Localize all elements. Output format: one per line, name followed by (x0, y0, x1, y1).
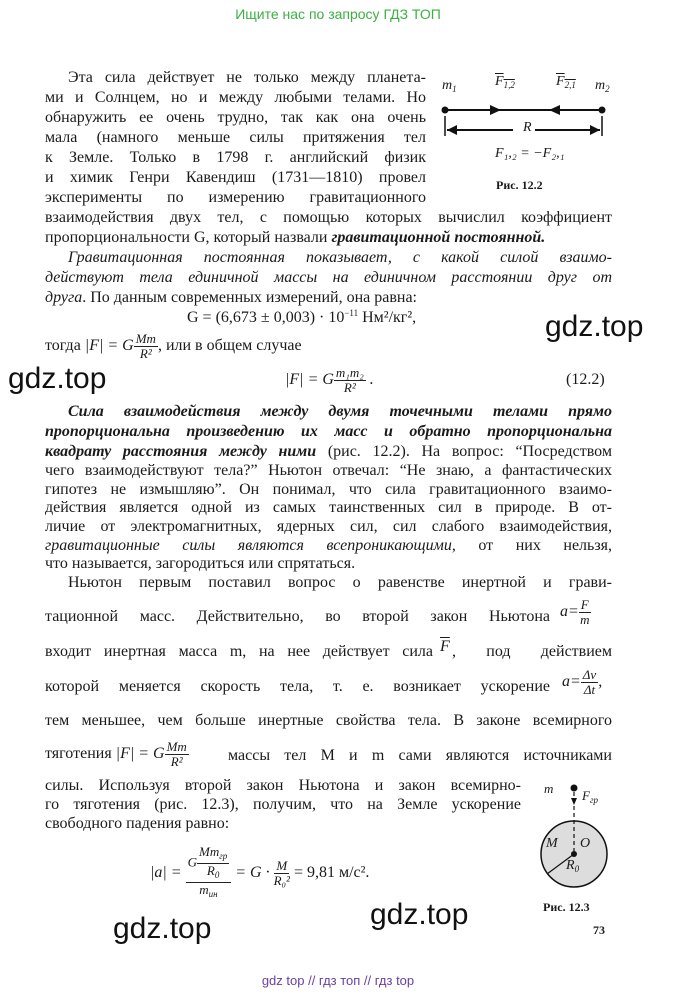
watermark: gdz.top (8, 362, 107, 395)
text: , от них нельзя, (451, 537, 613, 554)
text-line: действия является одной из самых таинственных сил в природе. В от- (45, 499, 612, 516)
text-line: обнаружить ее очень трудно, так как она очень (45, 109, 426, 126)
footer-links[interactable]: gdz top // гдз топ // гдз top (261, 973, 415, 988)
fig-label-m1: $m_1$ (442, 78, 457, 94)
formula-free-fall: |a| = G $\frac{Mm_{гр}}{R_0}$ $m_{ин}$ = G · $\frac{M}{\text{R₀²}}$ = 9,81 м/с². (150, 844, 370, 899)
term-gravitational-constant: гравитационной постоянной. (331, 229, 546, 246)
text-line: ми и Солнцем, но и между любыми телами. Но (45, 89, 426, 106)
text-line: входит инертная масса m, на нее действует сила (45, 643, 433, 660)
fig-label-mass: M (546, 836, 558, 851)
text-line (45, 442, 612, 462)
text-line: Ньютон первым поставил вопрос о равенстве инертной и грави- (68, 574, 612, 591)
text: друга (45, 289, 83, 306)
fig-label-fgr: $F_{гр}$ (582, 788, 598, 805)
fig-relation: F₁,₂ = −F₂,₁ (495, 146, 565, 161)
text-line: тем меньшее, чем больше инертные свойства тела. В законе всемирного (45, 712, 612, 729)
text-line: Гравитационная постоянная показывает, с какой силой взаимо- (68, 249, 612, 266)
text-line: взаимодействия двух тел, с помощью которых вычислил коэффициент (45, 209, 612, 226)
text-line: свободного падения равно: (45, 815, 230, 832)
site-banner[interactable]: Ищите нас по запросу ГДЗ ТОП (235, 6, 441, 22)
figure-caption: Рис. 12.2 (496, 178, 543, 192)
formula-acceleration: a= $\frac{\Delta v}{\Delta t}$ , (562, 667, 603, 697)
text-line: тационной масс. Действительно, во второй закон Ньютона (45, 608, 550, 625)
text-line (45, 536, 612, 556)
figure-caption: Рис. 12.3 (543, 900, 590, 914)
text-line: Эта сила действует не только между планета- (68, 69, 426, 86)
text-line: Сила взаимодействия между двумя точечными телами прямо (68, 403, 612, 420)
text: квадрату расстояния между ними (45, 443, 317, 460)
text-line: личие от электромагнитных, ядерных сил, сил слабого взаимодействия, (45, 518, 612, 535)
watermark: gdz.top (545, 310, 644, 343)
text-line: и химик Генри Кавендиш (1731—1810) провел (45, 169, 426, 186)
text-line: чего взаимодействуют тела?” Ньютон отвечал: “Не знаю, а фантастических (45, 462, 612, 479)
fig-label-r: R (523, 120, 532, 135)
text-line: действуют тела единичной массы на единичном расстоянии друг от (45, 269, 612, 286)
formula-newton-second-law: a= $\frac{F}{m}$ (560, 597, 590, 627)
watermark: gdz.top (370, 898, 469, 931)
text-line: го тяготения (рис. 12.3), получим, что на Земле ускорение (45, 796, 521, 813)
formula-newton-gravity: тогда |F| = G $\frac{Mm}{\text{R²}}$ , или в общем случае (45, 331, 302, 361)
text-line (45, 228, 612, 248)
fig-label-center: O (580, 836, 591, 851)
watermark: gdz.top (113, 912, 212, 945)
text-line: эксперименты по измерению гравитационного (45, 189, 426, 206)
formula-12-2: |F| = G $\frac{\text{m₁m₂}}{\text{R²}}$ . (285, 365, 374, 395)
text-line: , под действием (452, 643, 612, 660)
fig-label-m2: $m_2$ (595, 78, 610, 94)
text-line (45, 288, 612, 308)
text-line: к Земле. Только в 1798 г. английский физик (45, 149, 426, 166)
formula-universal-gravitation: тяготения |F| = G $\frac{Mm}{\text{R²}}$ (45, 739, 187, 769)
text-line: массы тел M и m сами являются источниками (228, 747, 612, 764)
formula-g-value: $G = (6,673 \pm 0,003) \cdot 10^{-11}$ Нм²/кг², (187, 308, 417, 326)
text-line: что называется, загородиться или спрятаться. (45, 555, 356, 572)
force-symbol: $\overline{F}$ (440, 638, 450, 655)
fig-label-m: m (544, 781, 554, 796)
text-line: которой меняется скорость тела, т. е. возникает ускорение (45, 678, 550, 695)
text-line: мала (намного меньше силы притяжения тел (45, 129, 426, 146)
page-number: 73 (593, 923, 605, 937)
text-line: пропорциональна произведению их масс и обратно пропорциональна (45, 423, 612, 440)
equation-number: (12.2) (566, 371, 605, 388)
text-line: гипотез не измышляю”. Он понимал, что сила гравитационного взаимо- (45, 481, 612, 498)
text: гравитационные силы являются всепроникающими (45, 537, 452, 554)
text: (рис. 12.2). На вопрос: “Посредством (316, 443, 613, 460)
text-line: силы. Используя второй закон Ньютона и закон всемирно- (45, 777, 521, 794)
fig-label-radius: $R_0$ (566, 858, 580, 874)
text: . По данным современных измерений, она равна: (82, 289, 417, 306)
text: пропорциональности G, который назвали (45, 229, 328, 246)
fig-label-f12: $F_{1,2}$ (495, 74, 515, 90)
fig-label-f21: $F_{2,1}$ (556, 74, 576, 90)
